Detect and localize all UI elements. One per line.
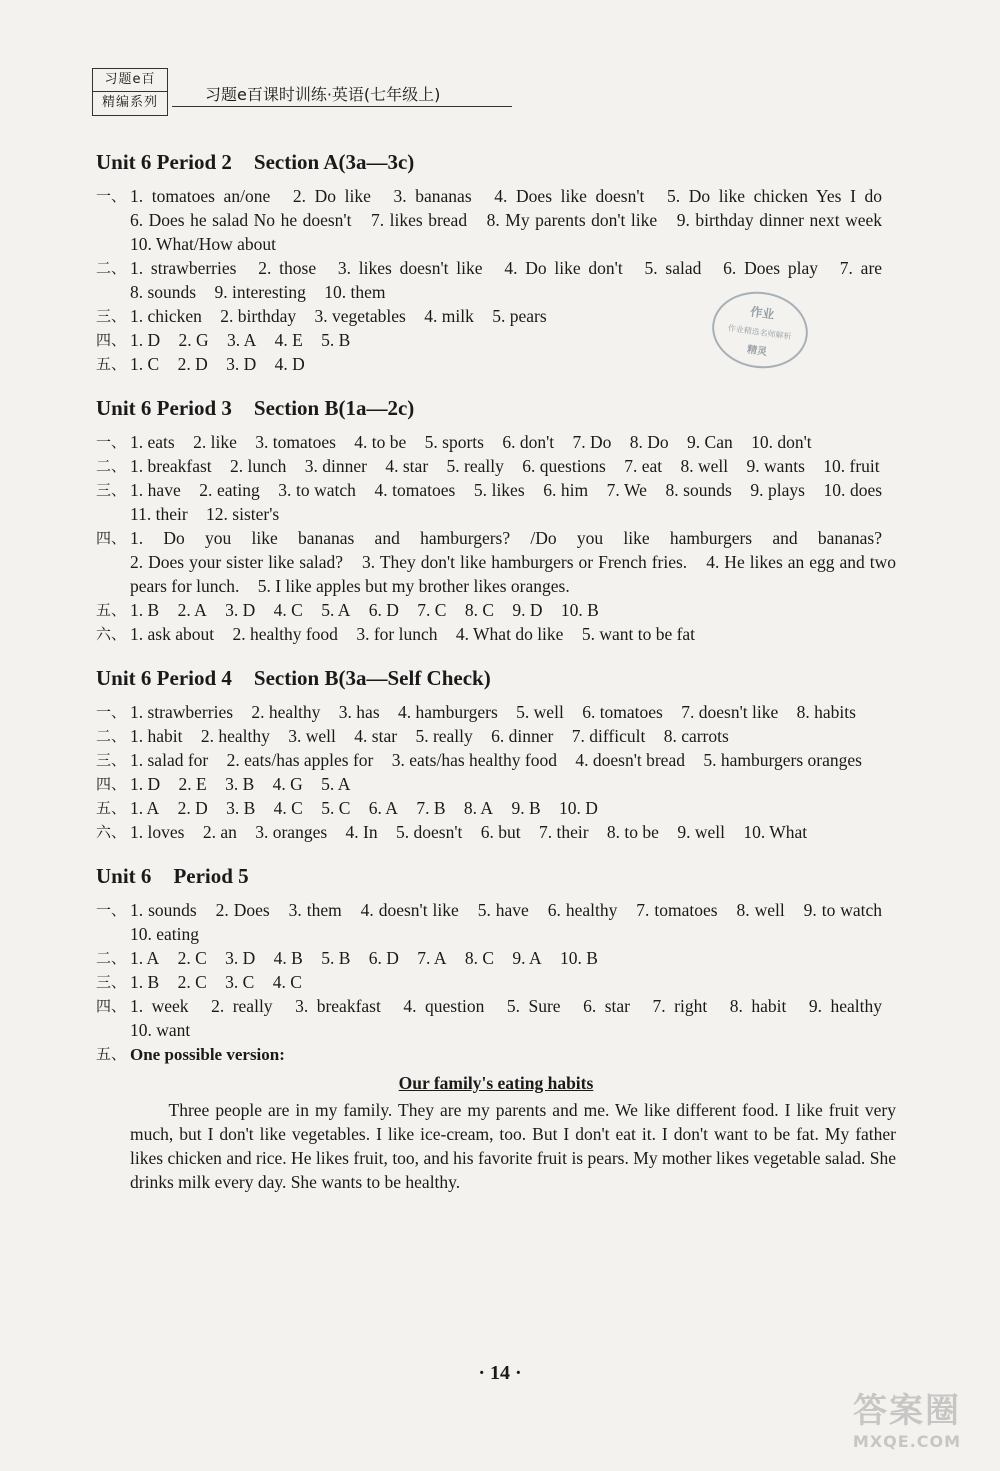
answer-item: 5. salad: [644, 258, 702, 278]
question-group: [96, 994, 896, 1042]
answer-item: 6. A: [368, 798, 398, 818]
question-number: 四、: [96, 775, 127, 793]
answer-item: 7. right: [652, 996, 708, 1016]
answer-item: 1. breakfast: [130, 456, 212, 476]
question-group: [96, 454, 896, 478]
answer-item: 3. C: [225, 972, 255, 992]
answer-item: 3. has: [338, 702, 380, 722]
question-group: [96, 772, 896, 796]
answer-item: 3. for lunch: [356, 624, 438, 644]
question-group: [96, 970, 896, 994]
answer-item: 2. D: [177, 354, 208, 374]
answer-item: 4. C: [273, 600, 303, 620]
model-essay: [96, 1042, 896, 1194]
answer-item: 1. ask about: [130, 624, 215, 644]
answer-item: 1. habit: [130, 726, 183, 746]
question-number: 二、: [96, 949, 127, 967]
header-divider: [172, 106, 512, 107]
answer-item: 4. star: [385, 456, 429, 476]
answer-item: 9. to watch: [803, 900, 883, 920]
unit-title-section: Section B(1a—2c): [253, 396, 415, 420]
answer-item: 2. healthy food: [232, 624, 338, 644]
question-number: 五、: [96, 601, 127, 619]
answer-item: 4. What do like: [455, 624, 564, 644]
answer-item: 2. Does your sister like salad?: [130, 552, 344, 572]
answer-item: 3. tomatoes: [255, 432, 336, 452]
answer-item: 1. B: [130, 972, 160, 992]
answer-item: 3. B: [225, 774, 255, 794]
answer-item: 4. milk: [424, 306, 474, 326]
unit-title-section: Section B(3a—Self Check): [253, 666, 491, 690]
stamp-line-3: 精灵: [746, 344, 768, 359]
watermark-text: 答案圈: [853, 1391, 961, 1431]
answer-item: 6. questions: [522, 456, 606, 476]
answer-item: 4. C: [273, 798, 303, 818]
essay-body: Three people are in my family. They are my parents and me. We like different food. I like fruit very much, but I don't like vegetables. I like ice-cream, too. But I don't eat it. I don't want to be fat. My father likes chicken and rice. He likes fruit, too, and his favorite fruit is pears. My mother likes vegetable salad. She drinks milk every day. She wants to be healthy.: [130, 1100, 896, 1192]
answer-item: 8. carrots: [663, 726, 729, 746]
answer-item: 4. hamburgers: [398, 702, 498, 722]
answer-item: 4. doesn't like: [360, 900, 459, 920]
answer-item: 9. B: [511, 798, 541, 818]
answer-item: 5. have: [477, 900, 529, 920]
answer-item: 8. A: [463, 798, 494, 818]
answer-item: 8. habits: [796, 702, 856, 722]
answer-item: 3. to watch: [278, 480, 356, 500]
answer-item: 10. B: [559, 948, 598, 968]
unit-title-main: Unit 6 Period 4: [96, 666, 232, 690]
question-group: [96, 700, 896, 724]
answer-item: 8. well: [680, 456, 729, 476]
question-group: [96, 946, 896, 970]
answer-item: 9. well: [677, 822, 725, 842]
answer-item: 4. question: [403, 996, 485, 1016]
answer-item: 6. D: [368, 600, 399, 620]
answer-item: 2. A: [177, 600, 207, 620]
answer-item: 5. really: [415, 726, 473, 746]
answer-item: 4. tomatoes: [374, 480, 456, 500]
answer-item: 5. well: [516, 702, 564, 722]
answer-item: 6. Does play: [723, 258, 818, 278]
answer-item: 4. D: [274, 354, 305, 374]
answer-item: 4. He likes an egg and two pears for lunch.: [130, 552, 897, 596]
page-number: · 14 ·: [478, 1362, 522, 1384]
stamp-line-1: 作业: [749, 304, 776, 322]
answer-item: 5. B: [321, 948, 351, 968]
question-number: 四、: [96, 529, 127, 547]
answer-item: 9. wants: [746, 456, 805, 476]
answer-item: 5. likes: [473, 480, 525, 500]
question-number: 一、: [96, 901, 127, 919]
answer-item: 6. healthy: [547, 900, 618, 920]
answer-item: 5. want to be fat: [581, 624, 696, 644]
question-number: 五、: [96, 799, 127, 817]
answer-item: 7. B: [416, 798, 446, 818]
question-number: 一、: [96, 187, 127, 205]
answer-item: 8. C: [464, 600, 495, 620]
unit-title-section: Section A(3a—3c): [253, 150, 415, 174]
unit-title-section: Period 5: [173, 864, 249, 888]
answer-item: 5. B: [321, 330, 351, 350]
answer-item: 3. B: [226, 798, 256, 818]
answer-item: 3. breakfast: [295, 996, 381, 1016]
answer-item: 9. plays: [750, 480, 805, 500]
essay-header: [96, 1042, 896, 1067]
answer-item: 2. really: [211, 996, 273, 1016]
question-group: [96, 898, 896, 946]
answer-item: 1. tomatoes an/one: [130, 186, 271, 206]
answer-item: 6. star: [583, 996, 630, 1016]
answer-item: 4. C: [272, 972, 302, 992]
question-number: 三、: [96, 973, 127, 991]
answer-item: 8. My parents don't like: [486, 210, 658, 230]
answer-item: 7. Do: [572, 432, 612, 452]
answer-item: 5. pears: [492, 306, 547, 326]
answer-item: 3. bananas: [393, 186, 472, 206]
answer-item: 7. tomatoes: [636, 900, 718, 920]
answer-item: 3. well: [288, 726, 336, 746]
question-number: 五、: [96, 1045, 127, 1063]
unit-title: [96, 862, 896, 890]
book-title: 习题e百课时训练·英语(七年级上): [205, 85, 441, 104]
unit-title: [96, 394, 896, 422]
answer-item: 7. eat: [624, 456, 663, 476]
question-group: [96, 478, 896, 526]
site-watermark: [832, 1383, 982, 1453]
unit-title-main: Unit 6: [96, 864, 152, 888]
answer-item: 1. strawberries: [130, 258, 237, 278]
answer-item: 4. G: [272, 774, 303, 794]
answer-item: 8. sounds: [130, 282, 197, 302]
answer-item: 3. oranges: [255, 822, 328, 842]
answer-item: 8. well: [736, 900, 785, 920]
answer-item: 3. They don't like hamburgers or French fries.: [362, 552, 688, 572]
answer-item: 8. Do: [629, 432, 669, 452]
answer-item: 5. really: [446, 456, 504, 476]
answer-item: 4. star: [354, 726, 398, 746]
answer-item: 1. B: [130, 600, 160, 620]
unit-section: [96, 664, 896, 844]
answer-item: 2. Does: [215, 900, 270, 920]
answer-item: 2. healthy: [251, 702, 321, 722]
answer-item: 2. eats/has apples for: [226, 750, 374, 770]
question-group: [96, 526, 896, 598]
answer-item: 8. habit: [729, 996, 787, 1016]
question-group: [96, 430, 896, 454]
answer-item: 1. have: [130, 480, 181, 500]
question-number: 二、: [96, 259, 127, 277]
answer-item: 1. A: [130, 948, 160, 968]
answer-item: 4. Does like doesn't: [494, 186, 645, 206]
unit-title-main: Unit 6 Period 3: [96, 396, 232, 420]
answer-item: 2. like: [193, 432, 237, 452]
answer-item: 2. Do like: [292, 186, 371, 206]
unit-title-main: Unit 6 Period 2: [96, 150, 232, 174]
answer-item: 4. to be: [354, 432, 407, 452]
answer-item: 9. healthy: [808, 996, 883, 1016]
answer-item: 10. What: [743, 822, 808, 842]
answer-item: 2. eating: [199, 480, 260, 500]
answer-item: 3. D: [225, 600, 256, 620]
answer-item: 2. C: [177, 948, 207, 968]
answer-item: 7. C: [417, 600, 447, 620]
answer-item: 1. loves: [130, 822, 185, 842]
answer-item: 3. A: [227, 330, 257, 350]
answer-item: 2. healthy: [200, 726, 270, 746]
answer-item: 10. does: [823, 480, 883, 500]
essay-label: One possible version:: [130, 1045, 285, 1064]
question-number: 四、: [96, 331, 127, 349]
stamp-line-2: 作业精选名师解析: [727, 323, 792, 342]
answer-item: 1. week: [130, 996, 189, 1016]
answer-item: 5. hamburgers oranges: [703, 750, 862, 770]
answer-item: 2. G: [178, 330, 209, 350]
answer-item: 1. C: [130, 354, 160, 374]
answer-item: 7. difficult: [571, 726, 646, 746]
answer-item: 7. A: [417, 948, 447, 968]
answer-item: 1. salad for: [130, 750, 209, 770]
answer-item: 3. likes doesn't like: [337, 258, 483, 278]
logo-bottom-text: 精编系列: [101, 95, 158, 110]
answer-item: 5. doesn't: [396, 822, 463, 842]
answer-item: 3. dinner: [304, 456, 367, 476]
answer-item: 2. lunch: [230, 456, 287, 476]
answer-item: 2. C: [177, 972, 207, 992]
answer-item: 10. fruit: [823, 456, 880, 476]
answer-item: 8. sounds: [665, 480, 732, 500]
answer-item: 4. Do like don't: [504, 258, 623, 278]
answer-item: 2. birthday: [220, 306, 297, 326]
answer-item: 6. him: [543, 480, 589, 500]
answer-item: 9. A: [512, 948, 542, 968]
question-number: 二、: [96, 457, 127, 475]
answer-item: 6. but: [480, 822, 521, 842]
answer-item: 5. Sure: [506, 996, 561, 1016]
answer-item: 2. those: [258, 258, 317, 278]
essay-title: Our family's eating habits: [398, 1073, 594, 1093]
answer-item: 6. tomatoes: [582, 702, 663, 722]
answer-item: 4. In: [345, 822, 378, 842]
answer-item: 7. are: [839, 258, 883, 278]
question-number: 一、: [96, 433, 127, 451]
answer-item: 10. eating: [130, 924, 200, 944]
answer-item: 1. D: [130, 330, 161, 350]
answer-item: 5. C: [321, 798, 351, 818]
question-group: [96, 748, 896, 772]
series-logo: [92, 68, 168, 116]
question-number: 二、: [96, 727, 127, 745]
answer-item: 1. eats: [130, 432, 175, 452]
answer-item: 9. D: [512, 600, 543, 620]
answer-item: 5. Do like chicken Yes I do: [666, 186, 883, 206]
question-group: [96, 184, 896, 256]
answer-item: 8. to be: [606, 822, 659, 842]
answer-item: 6. don't: [502, 432, 555, 452]
answer-item: 3. them: [288, 900, 342, 920]
question-group: [96, 724, 896, 748]
unit-title: [96, 148, 896, 176]
answer-item: 7. We: [606, 480, 647, 500]
question-number: 四、: [96, 997, 127, 1015]
answer-item: 6. D: [368, 948, 399, 968]
answer-item: 8. C: [464, 948, 495, 968]
answer-item: 1. sounds: [130, 900, 197, 920]
unit-section: [96, 862, 896, 1042]
answer-item: 7. their: [538, 822, 589, 842]
question-number: 五、: [96, 355, 127, 373]
logo-top-text: 习题e百: [93, 69, 167, 92]
answer-item: 6. Does he salad No he doesn't: [130, 210, 352, 230]
answer-item: 10. them: [324, 282, 386, 302]
answer-item: 10. What/How about: [130, 234, 276, 254]
unit-section: [96, 394, 896, 646]
answer-item: 3. D: [225, 948, 256, 968]
answer-item: 5. A: [321, 774, 351, 794]
answer-item: 10. don't: [751, 432, 812, 452]
answer-item: 2. D: [177, 798, 208, 818]
answer-item: 5. sports: [424, 432, 484, 452]
answer-item: 3. D: [226, 354, 257, 374]
answer-item: 4. B: [273, 948, 303, 968]
answer-item: 2. an: [202, 822, 237, 842]
answer-item: 9. Can: [687, 432, 733, 452]
question-group: [96, 820, 896, 844]
answer-item: 11. their: [130, 504, 188, 524]
unit-title: [96, 664, 896, 692]
answer-item: 2. E: [178, 774, 207, 794]
question-group: [96, 622, 896, 646]
answer-item: 1. A: [130, 798, 160, 818]
answer-item: 9. birthday dinner next week: [676, 210, 883, 230]
answer-item: 6. dinner: [491, 726, 554, 746]
answer-item: 4. E: [274, 330, 303, 350]
answer-item: 3. eats/has healthy food: [391, 750, 557, 770]
question-number: 一、: [96, 703, 127, 721]
answer-item: 7. likes bread: [370, 210, 468, 230]
question-number: 六、: [96, 823, 127, 841]
answer-item: 1. D: [130, 774, 161, 794]
answer-item: 12. sister's: [206, 504, 280, 524]
watermark-url: MXQE.COM: [852, 1432, 962, 1451]
answer-item: 10. B: [560, 600, 599, 620]
question-number: 六、: [96, 625, 127, 643]
answer-item: 10. D: [559, 798, 598, 818]
answer-item: 9. interesting: [214, 282, 306, 302]
question-number: 三、: [96, 751, 127, 769]
answer-item: 7. doesn't like: [681, 702, 779, 722]
question-number: 三、: [96, 481, 127, 499]
answer-item: 4. doesn't bread: [575, 750, 685, 770]
answer-item: 3. vegetables: [314, 306, 406, 326]
answer-item: 5. A: [321, 600, 351, 620]
answer-item: 10. want: [130, 1020, 191, 1040]
question-group: [96, 796, 896, 820]
answer-item: 1. strawberries: [130, 702, 234, 722]
question-number: 三、: [96, 307, 127, 325]
answer-item: 1. chicken: [130, 306, 202, 326]
answer-item: 5. I like apples but my brother likes oranges.: [257, 576, 570, 596]
question-group: [96, 598, 896, 622]
answer-item: 1. Do you like bananas and hamburgers? /Do you like hamburgers and bananas?: [130, 528, 882, 548]
